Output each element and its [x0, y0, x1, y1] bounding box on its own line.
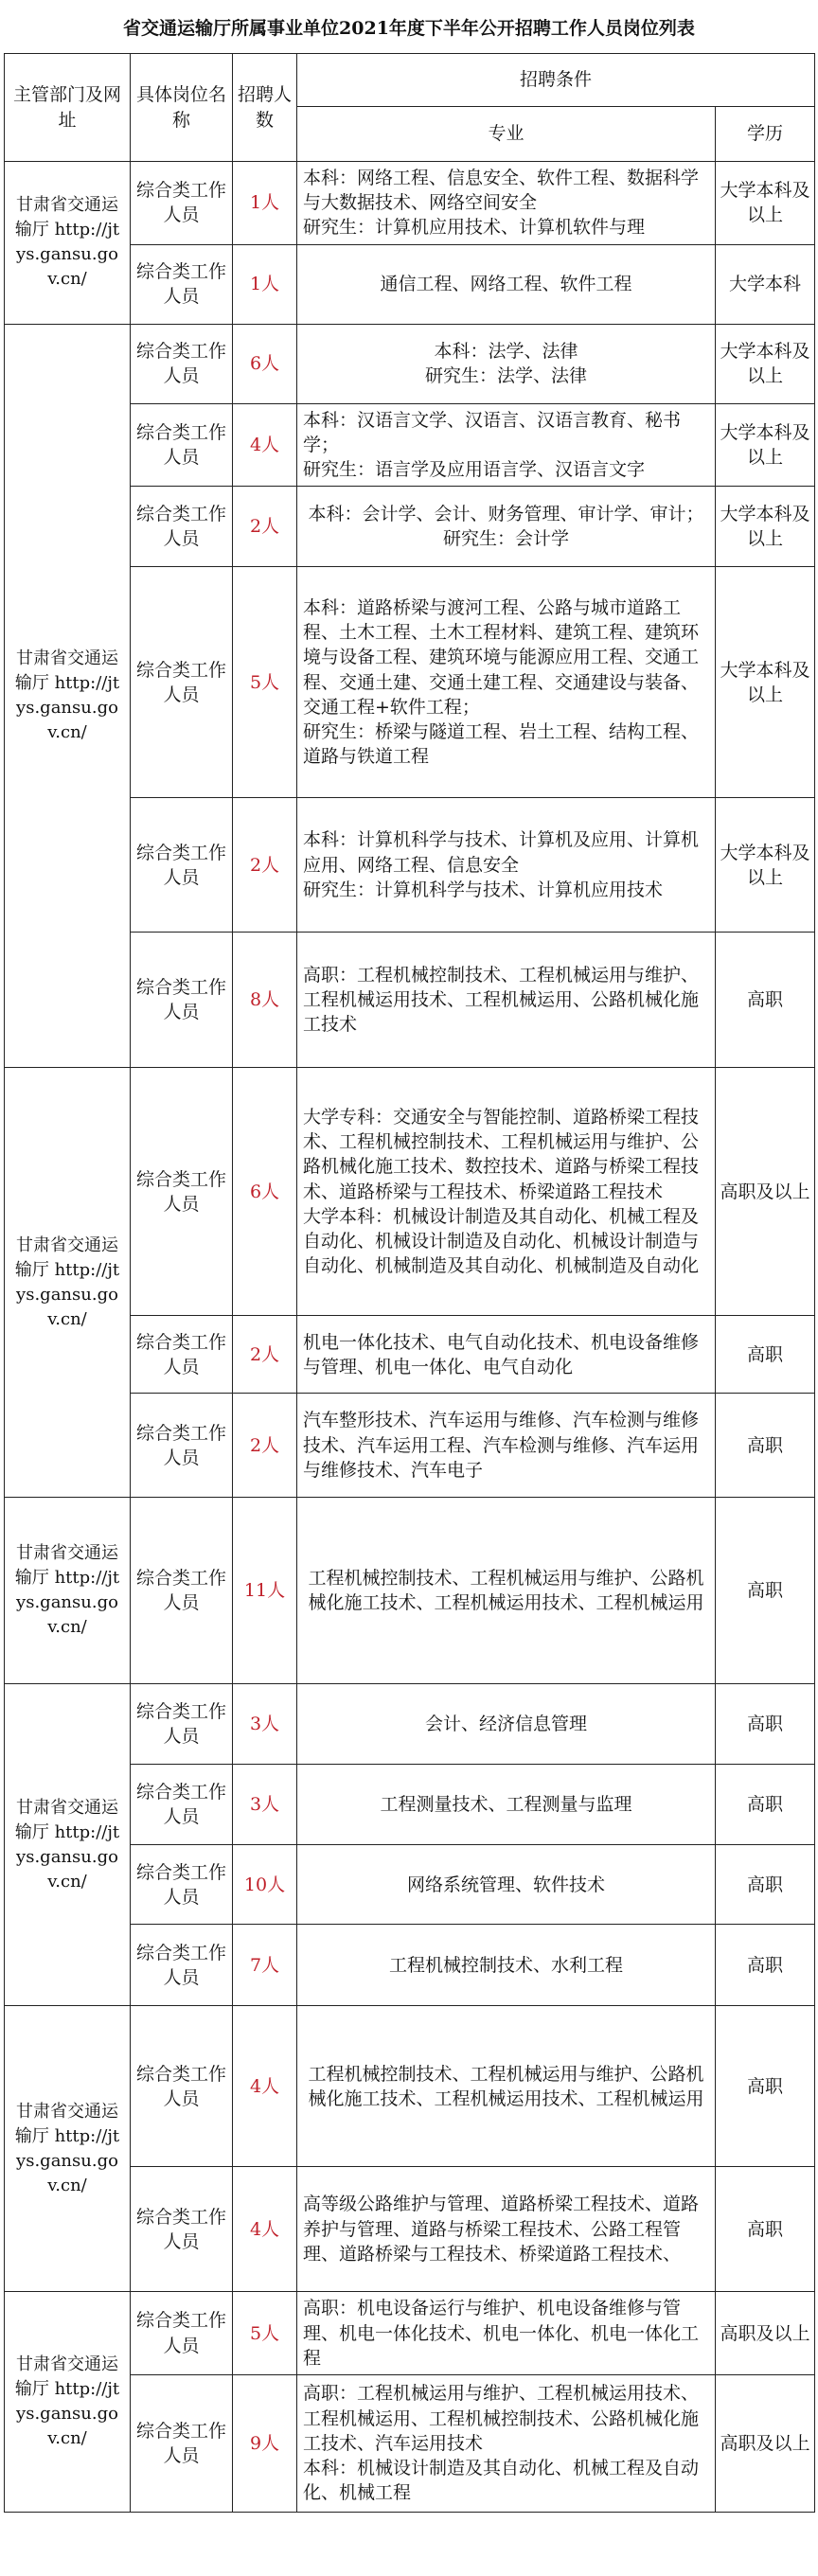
count-cell: 1人: [233, 162, 297, 245]
education-cell: 高职: [716, 1394, 815, 1498]
major-cell: 本科：计算机科学与技术、计算机及应用、计算机应用、网络工程、信息安全 研究生：计算机科学与技术、计算机应用技术: [297, 798, 716, 933]
education-cell: 大学本科及以上: [716, 403, 815, 487]
count-cell: 3人: [233, 1684, 297, 1765]
count-cell: 10人: [233, 1845, 297, 1925]
position-cell: 综合类工作人员: [131, 1068, 233, 1316]
header-count: 招聘人数: [233, 54, 297, 162]
position-cell: 综合类工作人员: [131, 1394, 233, 1498]
dept-cell: 甘肃省交通运输厅 http://jtys.gansu.gov.cn/: [5, 1684, 131, 2006]
positions-table: [4, 53, 815, 2513]
table-row: [5, 324, 815, 403]
dept-cell: 甘肃省交通运输厅 http://jtys.gansu.gov.cn/: [5, 2006, 131, 2292]
header-major: 专业: [297, 107, 716, 162]
major-cell: 汽车整形技术、汽车运用与维修、汽车检测与维修技术、汽车运用工程、汽车检测与维修、汽车运用与维修技术、汽车电子: [297, 1394, 716, 1498]
count-cell: 4人: [233, 403, 297, 487]
major-cell: 高职：工程机械控制技术、工程机械运用与维护、工程机械运用技术、工程机械运用、公路机械化施工技术: [297, 933, 716, 1068]
table-body: [5, 162, 815, 2513]
count-cell: 6人: [233, 324, 297, 403]
count-cell: 2人: [233, 1316, 297, 1394]
position-cell: 综合类工作人员: [131, 1925, 233, 2006]
position-cell: 综合类工作人员: [131, 1765, 233, 1845]
major-cell: 本科：网络工程、信息安全、软件工程、数据科学与大数据技术、网络空间安全 研究生：计算机应用技术、计算机软件与理: [297, 162, 716, 245]
position-cell: 综合类工作人员: [131, 324, 233, 403]
count-cell: 6人: [233, 1068, 297, 1316]
position-cell: 综合类工作人员: [131, 1498, 233, 1684]
page-title: 省交通运输厅所属事业单位2021年度下半年公开招聘工作人员岗位列表: [123, 17, 695, 39]
education-cell: 高职及以上: [716, 2374, 815, 2512]
education-cell: 大学本科及以上: [716, 798, 815, 933]
header-conditions: 招聘条件: [297, 54, 815, 107]
position-cell: 综合类工作人员: [131, 1845, 233, 1925]
dept-cell: 甘肃省交通运输厅 http://jtys.gansu.gov.cn/: [5, 1068, 131, 1498]
dept-cell: 甘肃省交通运输厅 http://jtys.gansu.gov.cn/: [5, 324, 131, 1068]
education-cell: 高职: [716, 2006, 815, 2167]
position-cell: 综合类工作人员: [131, 2292, 233, 2375]
position-cell: 综合类工作人员: [131, 2374, 233, 2512]
education-cell: 高职: [716, 1765, 815, 1845]
position-cell: 综合类工作人员: [131, 2167, 233, 2292]
count-cell: 5人: [233, 2292, 297, 2375]
major-cell: 高等级公路维护与管理、道路桥梁工程技术、道路养护与管理、道路与桥梁工程技术、公路工程管理、道路桥梁与工程技术、桥梁道路工程技术、: [297, 2167, 716, 2292]
table-row: [5, 1498, 815, 1684]
position-cell: 综合类工作人员: [131, 2006, 233, 2167]
education-cell: 高职: [716, 933, 815, 1068]
education-cell: 高职: [716, 1845, 815, 1925]
count-cell: 2人: [233, 1394, 297, 1498]
table-row: [5, 2006, 815, 2167]
education-cell: 高职: [716, 1498, 815, 1684]
major-cell: 高职：机电设备运行与维护、机电设备维修与管理、机电一体化技术、机电一体化、机电一体化工程: [297, 2292, 716, 2375]
major-cell: 工程机械控制技术、工程机械运用与维护、公路机械化施工技术、工程机械运用技术、工程机械运用: [297, 1498, 716, 1684]
education-cell: 大学本科: [716, 244, 815, 324]
major-cell: 机电一体化技术、电气自动化技术、机电设备维修与管理、机电一体化、电气自动化: [297, 1316, 716, 1394]
education-cell: 高职: [716, 1925, 815, 2006]
position-cell: 综合类工作人员: [131, 244, 233, 324]
major-cell: 本科：法学、法律 研究生：法学、法律: [297, 324, 716, 403]
position-cell: 综合类工作人员: [131, 567, 233, 798]
count-cell: 11人: [233, 1498, 297, 1684]
table-row: [5, 1068, 815, 1316]
table-row: [5, 2292, 815, 2375]
major-cell: 通信工程、网络工程、软件工程: [297, 244, 716, 324]
count-cell: 8人: [233, 933, 297, 1068]
header-dept: 主管部门及网址: [5, 54, 131, 162]
count-cell: 5人: [233, 567, 297, 798]
position-cell: 综合类工作人员: [131, 403, 233, 487]
count-cell: 1人: [233, 244, 297, 324]
major-cell: 本科：会计学、会计、财务管理、审计学、审计； 研究生：会计学: [297, 487, 716, 567]
education-cell: 大学本科及以上: [716, 567, 815, 798]
major-cell: 本科：汉语言文学、汉语言、汉语言教育、秘书学； 研究生：语言学及应用语言学、汉语言文字: [297, 403, 716, 487]
dept-cell: 甘肃省交通运输厅 http://jtys.gansu.gov.cn/: [5, 162, 131, 325]
count-cell: 7人: [233, 1925, 297, 2006]
education-cell: 大学本科及以上: [716, 162, 815, 245]
education-cell: 高职: [716, 2167, 815, 2292]
header-position: 具体岗位名称: [131, 54, 233, 162]
major-cell: 工程机械控制技术、工程机械运用与维护、公路机械化施工技术、工程机械运用技术、工程机械运用: [297, 2006, 716, 2167]
count-cell: 9人: [233, 2374, 297, 2512]
count-cell: 2人: [233, 487, 297, 567]
header-education: 学历: [716, 107, 815, 162]
position-cell: 综合类工作人员: [131, 798, 233, 933]
count-cell: 4人: [233, 2167, 297, 2292]
count-cell: 4人: [233, 2006, 297, 2167]
major-cell: 网络系统管理、软件技术: [297, 1845, 716, 1925]
major-cell: 工程机械控制技术、水利工程: [297, 1925, 716, 2006]
dept-cell: 甘肃省交通运输厅 http://jtys.gansu.gov.cn/: [5, 1498, 131, 1684]
major-cell: 会计、经济信息管理: [297, 1684, 716, 1765]
major-cell: 本科：道路桥梁与渡河工程、公路与城市道路工程、土木工程、土木工程材料、建筑工程、建筑环境与设备工程、建筑环境与能源应用工程、交通工程、交通土建、交通土建工程、交通建设与装备、交通工程+软件工程； 研究生：桥梁与隧道工程、岩土工程、结构工程、道路与铁道工程: [297, 567, 716, 798]
count-cell: 3人: [233, 1765, 297, 1845]
major-cell: 高职：工程机械运用与维护、工程机械运用技术、工程机械运用、工程机械控制技术、公路机械化施工技术、汽车运用技术 本科：机械设计制造及其自动化、机械工程及自动化、机械工程: [297, 2374, 716, 2512]
position-cell: 综合类工作人员: [131, 1684, 233, 1765]
education-cell: 大学本科及以上: [716, 487, 815, 567]
dept-cell: 甘肃省交通运输厅 http://jtys.gansu.gov.cn/: [5, 2292, 131, 2513]
count-cell: 2人: [233, 798, 297, 933]
major-cell: 大学专科：交通安全与智能控制、道路桥梁工程技术、工程机械控制技术、工程机械运用与维护、公路机械化施工技术、数控技术、道路与桥梁工程技术、道路桥梁与工程技术、桥梁道路工程技术 大学本科：机械设计制造及其自动化、机械工程及自动化、机械设计制造及自动化、机械设计制造与自动化、机械制造及其自动化、机械制造及自动化: [297, 1068, 716, 1316]
education-cell: 高职及以上: [716, 1068, 815, 1316]
education-cell: 高职及以上: [716, 2292, 815, 2375]
table-row: [5, 162, 815, 245]
education-cell: 高职: [716, 1316, 815, 1394]
position-cell: 综合类工作人员: [131, 1316, 233, 1394]
position-cell: 综合类工作人员: [131, 933, 233, 1068]
education-cell: 高职: [716, 1684, 815, 1765]
position-cell: 综合类工作人员: [131, 487, 233, 567]
education-cell: 大学本科及以上: [716, 324, 815, 403]
table-row: [5, 1684, 815, 1765]
major-cell: 工程测量技术、工程测量与监理: [297, 1765, 716, 1845]
position-cell: 综合类工作人员: [131, 162, 233, 245]
